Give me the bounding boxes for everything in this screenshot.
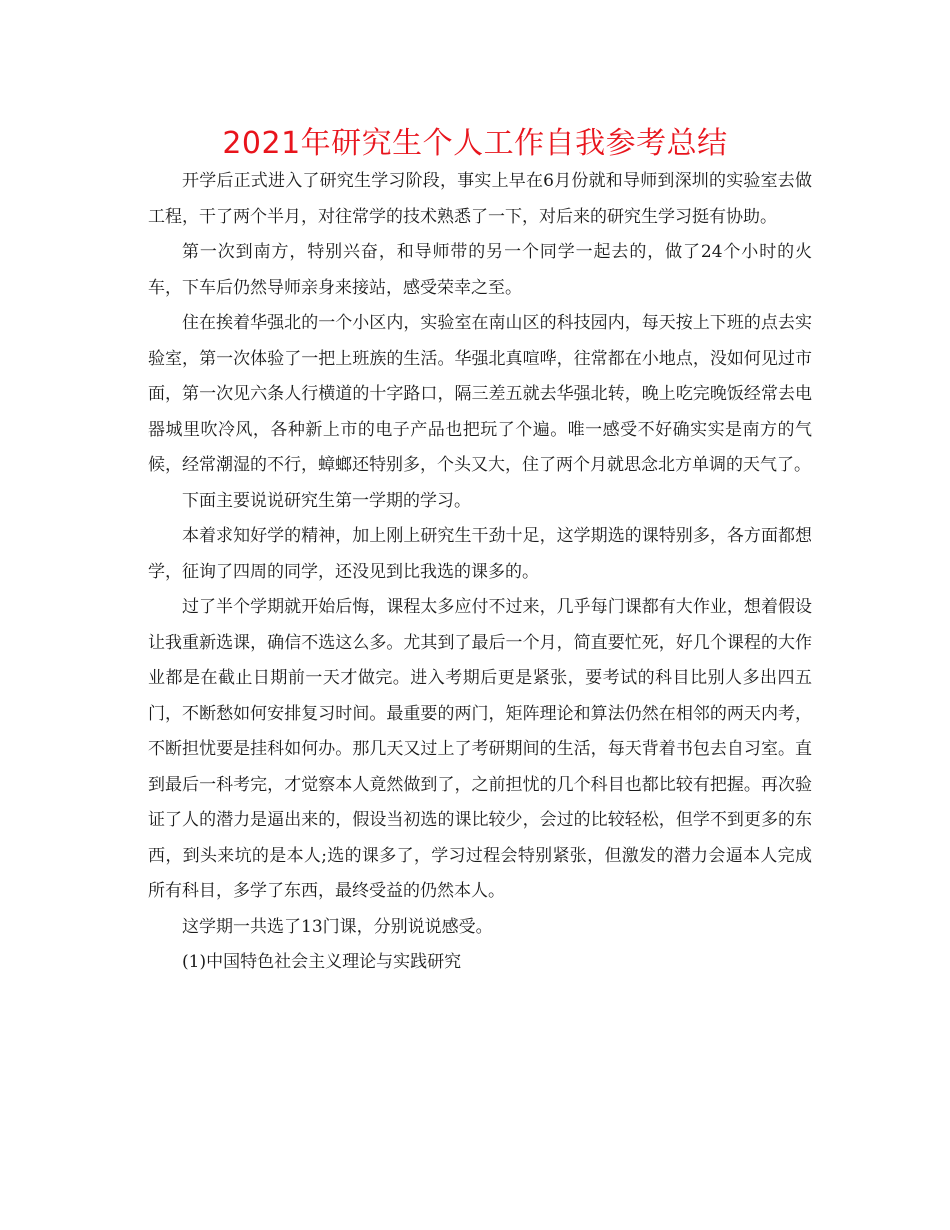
- paragraph-4: 下面主要说说研究生第一学期的学习。: [182, 490, 471, 511]
- paragraph-1: 开学后正式进入了研究生学习阶段，事实上早在6月份就和导师到深圳的实验室去做工程，干了两个半月，对往常学的技术熟悉了一下，对后来的研究生学习挺有协助。: [148, 171, 812, 227]
- document-body: [148, 164, 812, 981]
- paragraph-6: 过了半个学期就开始后悔，课程太多应付不过来，几乎每门课都有大作业，想着假设让我重新选课，确信不选这么多。尤其到了最后一个月，简直要忙死，好几个课程的大作业都是在截止日期前一天才做完。进入考期后更是紧张，要考试的科目比别人多出四五门，不断愁如何安排复习时间。最重要的两门，矩阵理论和算法仍然在相邻的两天内考，不断担忧要是挂科如何办。那几天又过上了考研期间的生活，每天背着书包去自习室。直到最后一科考完，才觉察本人竟然做到了，之前担忧的几个科目也都比较有把握。再次验证了人的潜力是逼出来的，假设当初选的课比较少，会过的比较轻松，但学不到更多的东西，到头来坑的是本人;选的课多了，学习过程会特别紧张，但激发的潜力会逼本人完成所有科目，多学了东西，最终受益的仍然本人。: [148, 597, 812, 901]
- paragraph-3: 住在挨着华强北的一个小区内，实验室在南山区的科技园内，每天按上下班的点去实验室，第一次体验了一把上班族的生活。华强北真喧哗，往常都在小地点，没如何见过市面，第一次见六条人行横道的十字路口，隔三差五就去华强北转，晚上吃完晚饭经常去电器城里吹冷风，各种新上市的电子产品也把玩了个遍。唯一感受不好确实实是南方的气候，经常潮湿的不行，蟑螂还特别多，个头又大，住了两个月就思念北方单调的天气了。: [148, 313, 812, 475]
- document-title: 2021年研究生个人工作自我参考总结: [222, 126, 728, 161]
- paragraph-8: (1)中国特色社会主义理论与实践研究: [182, 952, 462, 972]
- paragraph-7: 这学期一共选了13门课，分别说说感受。: [182, 916, 493, 937]
- paragraph-2: 第一次到南方，特别兴奋，和导师带的另一个同学一起去的，做了24个小时的火车，下车后仍然导师亲身来接站，感受荣幸之至。: [148, 242, 812, 298]
- paragraph-5: 本着求知好学的精神，加上刚上研究生干劲十足，这学期选的课特别多，各方面都想学，征询了四周的同学，还没见到比我选的课多的。: [148, 526, 812, 582]
